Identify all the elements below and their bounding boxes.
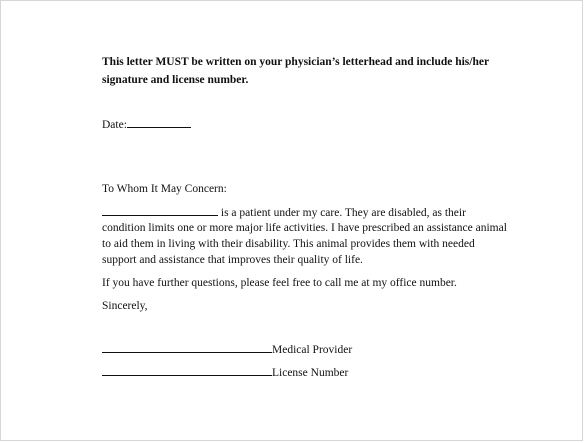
license-number-row xyxy=(102,366,348,379)
date-row xyxy=(102,118,191,131)
patient-name-blank xyxy=(102,206,218,216)
body-line-1-text: is a patient under my care. They are disabled, as their xyxy=(218,207,466,219)
license-number-blank xyxy=(102,366,272,376)
body-line-1 xyxy=(102,206,466,219)
closing: Sincerely, xyxy=(102,300,148,312)
medical-provider-row xyxy=(102,343,352,356)
date-label: Date: xyxy=(102,119,127,131)
salutation: To Whom It May Concern: xyxy=(102,183,227,195)
license-number-label: License Number xyxy=(272,367,349,379)
medical-provider-label: Medical Provider xyxy=(272,344,353,356)
medical-provider-signature-blank xyxy=(102,343,272,353)
date-blank xyxy=(127,118,191,128)
instruction-line-1: This letter MUST be written on your physician’s letterhead and include his/her xyxy=(102,56,490,68)
followup-text: If you have further questions, please feel free to call me at my office number. xyxy=(102,277,457,289)
body-line-4: support and assistance that improves their quality of life. xyxy=(102,254,363,266)
body-line-2: condition limits one or more major life activities. I have prescribed an assistance animal xyxy=(102,222,507,234)
instruction-line-2: signature and license number. xyxy=(102,74,249,86)
body-line-3: to aid them in living with their disability. This animal provides them with needed xyxy=(102,238,475,250)
